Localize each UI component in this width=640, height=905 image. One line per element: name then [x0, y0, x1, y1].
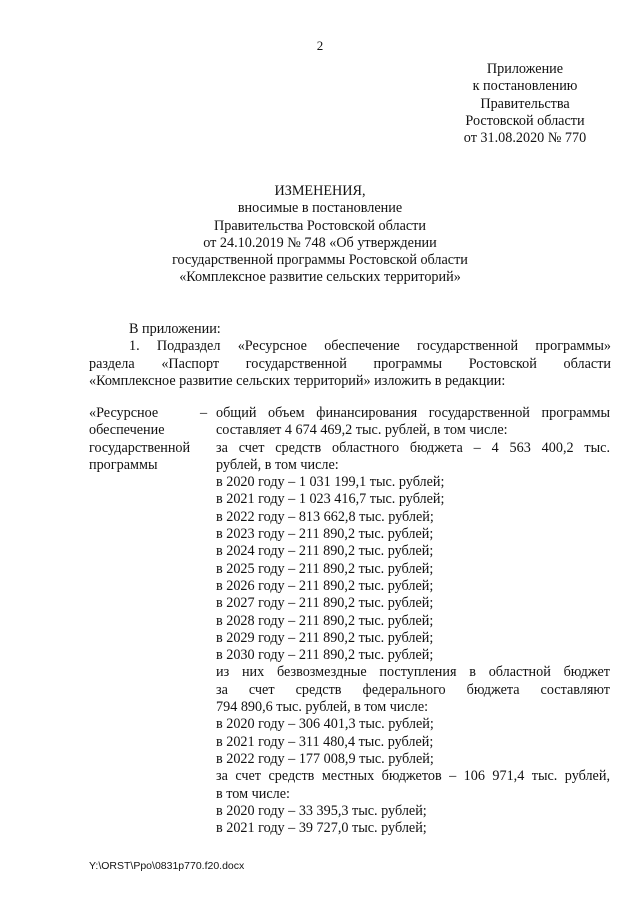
detail-line: в 2021 году – 311 480,4 тыс. рублей;: [216, 733, 434, 750]
page-number: 2: [316, 38, 324, 53]
resource-details: [216, 405, 610, 837]
intro-line: В приложении:: [129, 321, 221, 337]
resource-label: [89, 405, 207, 474]
detail-line: в 2026 году – 211 890,2 тыс. рублей;: [216, 577, 434, 594]
detail-line: общий объем финансирования государственной программы: [216, 405, 610, 421]
appendix-line: к постановлению: [472, 78, 578, 95]
appendix-line: Приложение: [486, 61, 564, 77]
appendix-line: Правительства: [480, 95, 570, 112]
item-1-line-1: 1. Подраздел «Ресурсное обеспечение государственной программы»: [129, 338, 611, 355]
detail-line: из них безвозмездные поступления в областной бюджет: [216, 664, 610, 681]
detail-line: за счет средств местных бюджетов – 106 971,4 тыс. рублей,: [216, 768, 610, 785]
resource-label-line: государственной: [89, 439, 191, 456]
detail-line: в 2029 году – 211 890,2 тыс. рублей;: [216, 629, 434, 646]
detail-line: в 2021 году – 39 727,0 тыс. рублей;: [216, 820, 427, 837]
detail-line: за счет средств федерального бюджета составляют: [216, 681, 610, 698]
appendix-header: [440, 61, 610, 147]
resource-label-line: «Ресурсное: [89, 405, 159, 421]
title-line: «Комплексное развитие сельских территорий»: [179, 269, 461, 286]
detail-line: в 2021 году – 1 023 416,7 тыс. рублей;: [216, 491, 445, 508]
detail-line: рублей, в том числе:: [216, 456, 339, 473]
detail-line: в 2020 году – 1 031 199,1 тыс. рублей;: [216, 474, 445, 491]
detail-line: в 2030 году – 211 890,2 тыс. рублей;: [216, 647, 434, 664]
appendix-line: от 31.08.2020 № 770: [463, 130, 587, 147]
detail-line: за счет средств областного бюджета – 4 563 400,2 тыс.: [216, 439, 610, 456]
detail-line: в 2020 году – 33 395,3 тыс. рублей;: [216, 802, 427, 819]
item-1-line-2: раздела «Паспорт государственной программы Ростовской области: [89, 355, 611, 372]
detail-line: составляет 4 674 469,2 тыс. рублей, в том числе:: [216, 422, 508, 439]
detail-line: в 2024 году – 211 890,2 тыс. рублей;: [216, 543, 434, 560]
appendix-line: Ростовской области: [465, 112, 585, 129]
item-1-line-3: «Комплексное развитие сельских территорий» изложить в редакции:: [89, 372, 506, 389]
document-title: [150, 183, 490, 287]
detail-line: в 2025 году – 211 890,2 тыс. рублей;: [216, 560, 434, 577]
title-line: вносимые в постановление: [237, 200, 403, 217]
title-heading: ИЗМЕНЕНИЯ,: [274, 183, 366, 199]
detail-line: в том числе:: [216, 785, 290, 802]
resource-label-line: программы: [89, 456, 158, 473]
detail-line: в 2023 году – 211 890,2 тыс. рублей;: [216, 526, 434, 543]
title-line: Правительства Ростовской области: [214, 217, 426, 234]
resource-label-line: обеспечение: [89, 422, 165, 439]
intro-paragraph: [89, 321, 611, 390]
detail-line: в 2020 году – 306 401,3 тыс. рублей;: [216, 716, 434, 733]
detail-line: в 2022 году – 177 008,9 тыс. рублей;: [216, 750, 434, 767]
detail-line: в 2027 году – 211 890,2 тыс. рублей;: [216, 595, 434, 612]
title-line: от 24.10.2019 № 748 «Об утверждении: [203, 234, 437, 251]
title-line: государственной программы Ростовской области: [172, 252, 468, 269]
detail-line: в 2022 году – 813 662,8 тыс. рублей;: [216, 508, 434, 525]
file-path-footer: Y:\ORST\Ppo\0831p770.f20.docx: [89, 860, 245, 872]
detail-line: в 2028 году – 211 890,2 тыс. рублей;: [216, 612, 434, 629]
detail-line: 794 890,6 тыс. рублей, в том числе:: [216, 699, 429, 716]
label-dash: –: [200, 405, 208, 421]
